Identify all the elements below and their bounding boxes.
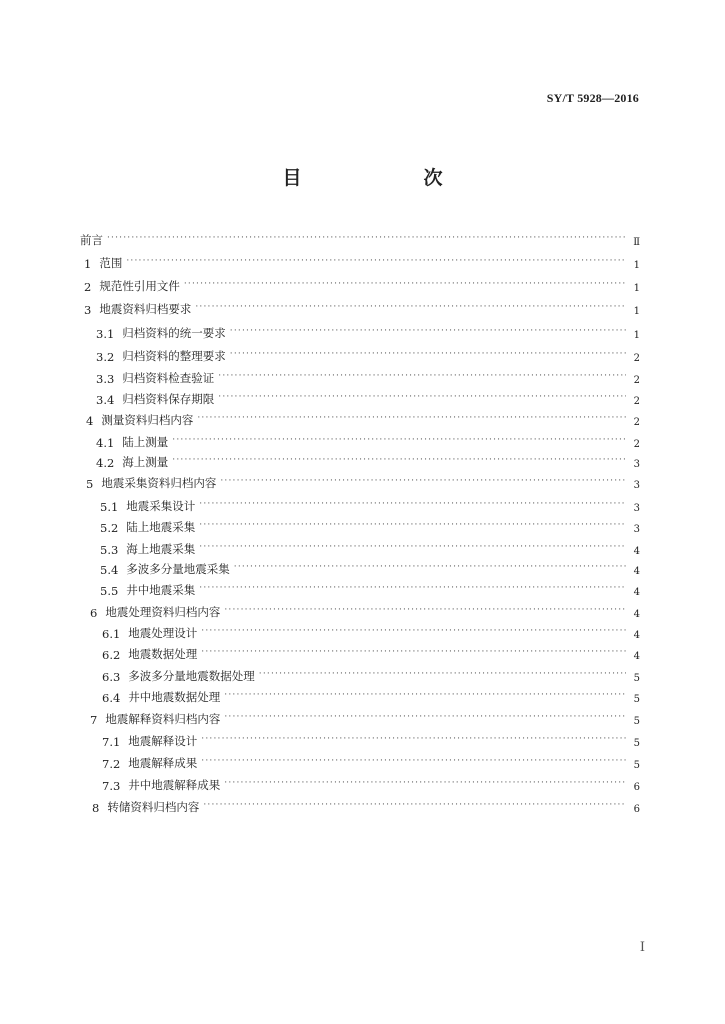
- toc-entry-number: 7.2: [102, 757, 121, 771]
- toc-entry[interactable]: [100, 494, 640, 514]
- toc-entry-number: 5.5: [100, 584, 119, 598]
- toc-entry-page: 5: [633, 738, 640, 749]
- toc-entry-number: 4.2: [96, 456, 115, 470]
- toc-leader-dots: [224, 707, 626, 727]
- toc-entry-page: 5: [633, 694, 640, 705]
- toc-entry-label: 地震资料归档要求: [99, 302, 192, 316]
- toc-entry-number: 5.4: [100, 563, 119, 577]
- toc-entry-number: 4: [86, 414, 94, 428]
- toc-entry-label: 地震解释资料归档内容: [105, 712, 221, 726]
- toc-leader-dots: [224, 773, 626, 793]
- toc-entry-number: 4.1: [96, 436, 115, 450]
- standard-code: SY/T 5928—2016: [546, 91, 639, 105]
- toc-leader-dots: [201, 621, 626, 641]
- toc-entry-page: 5: [633, 673, 640, 684]
- toc-leader-dots: [203, 795, 626, 815]
- toc-entry-label: 陆上地震采集: [126, 520, 196, 534]
- page-number: I: [639, 940, 645, 955]
- toc-entry-label: 地震处理设计: [128, 626, 198, 640]
- toc-entry-label: 转储资料归档内容: [107, 800, 200, 814]
- toc-entry-label: 地震采集设计: [126, 499, 196, 513]
- toc-entry[interactable]: [102, 621, 640, 641]
- toc-entry-page: 2: [633, 396, 640, 407]
- toc-leader-dots: [172, 450, 626, 470]
- toc-entry[interactable]: [84, 274, 640, 294]
- toc-entry-label: 归档资料检查验证: [122, 371, 215, 385]
- toc-entry-label: 测量资料归档内容: [101, 413, 194, 427]
- toc-entry-number: 7.3: [102, 779, 121, 793]
- toc-leader-dots: [201, 751, 626, 771]
- toc-entry-page: 4: [633, 630, 640, 641]
- toc-entry-number: 8: [92, 801, 100, 815]
- toc-entry-number: 1: [84, 257, 92, 271]
- toc-leader-dots: [172, 430, 626, 450]
- toc-entry-page: 3: [633, 480, 640, 491]
- toc-leader-dots: [201, 729, 626, 749]
- toc-entry-page: 1: [633, 283, 640, 294]
- toc-entry-label: 归档资料的统一要求: [122, 326, 226, 340]
- toc-leader-dots: [201, 642, 626, 662]
- toc-entry[interactable]: [102, 773, 640, 793]
- toc-entry-number: 5: [86, 477, 94, 491]
- toc-leader-dots: [197, 408, 626, 428]
- toc-entry-label: 归档资料保存期限: [122, 392, 215, 406]
- toc-entry-label: 井中地震解释成果: [128, 778, 221, 792]
- toc-entry-page: 4: [633, 566, 640, 577]
- toc-entry-page: 2: [633, 375, 640, 386]
- toc-entry-number: 6.1: [102, 627, 121, 641]
- toc-entry-label: 地震采集资料归档内容: [101, 476, 217, 490]
- toc-entry-label: 地震数据处理: [128, 647, 198, 661]
- toc-entry-label: 多波多分量地震数据处理: [128, 669, 255, 683]
- toc-entry[interactable]: [86, 471, 640, 491]
- toc-entry-page: 4: [633, 609, 640, 620]
- toc-leader-dots: [259, 664, 626, 684]
- toc-entry[interactable]: [96, 321, 640, 341]
- toc-entry-number: 5.1: [100, 500, 119, 514]
- toc-leader-dots: [218, 366, 626, 386]
- toc-entry-number: 6.3: [102, 670, 121, 684]
- toc-leader-dots: [218, 387, 626, 407]
- toc-entry-label: 井中地震采集: [126, 583, 196, 597]
- toc-entry-page: 6: [633, 782, 640, 793]
- toc-leader-dots: [184, 274, 626, 294]
- toc-entry-number: 3.2: [96, 350, 115, 364]
- toc-entry[interactable]: [102, 685, 640, 705]
- toc-entry-label: 归档资料的整理要求: [122, 349, 226, 363]
- toc-entry-number: 3: [84, 303, 92, 317]
- toc-entry-label: 海上地震采集: [126, 542, 196, 556]
- toc-leader-dots: [199, 494, 626, 514]
- toc-entry-page: 4: [633, 587, 640, 598]
- toc-entry-number: 6.4: [102, 691, 121, 705]
- toc-entry-label: 规范性引用文件: [99, 279, 180, 293]
- toc-entry-page: 5: [633, 760, 640, 771]
- toc-leader-dots: [224, 685, 626, 705]
- toc-leader-dots: [126, 251, 626, 271]
- toc-entry-number: 6: [90, 606, 98, 620]
- toc-entry[interactable]: [90, 707, 640, 727]
- toc-leader-dots: [230, 321, 626, 341]
- toc-entry-label: 前言: [80, 233, 103, 247]
- toc-entry-page: Ⅱ: [633, 237, 640, 248]
- toc-entry-number: 5.2: [100, 521, 119, 535]
- toc-entry-page: 2: [633, 439, 640, 450]
- toc-entry-label: 范围: [99, 256, 123, 270]
- toc-entry[interactable]: [102, 664, 640, 684]
- toc-leader-dots: [195, 297, 626, 317]
- toc-entry[interactable]: [86, 408, 640, 428]
- toc-entry[interactable]: [80, 228, 640, 248]
- toc-entry-page: 4: [633, 546, 640, 557]
- toc-entry-number: 5.3: [100, 543, 119, 557]
- toc-entry[interactable]: [102, 642, 640, 662]
- toc-leader-dots: [230, 344, 626, 364]
- toc-entry-number: 3.1: [96, 327, 115, 341]
- toc-leader-dots: [234, 557, 626, 577]
- toc-entry-page: 5: [633, 716, 640, 727]
- toc-entry[interactable]: [102, 751, 640, 771]
- toc-entry-label: 地震解释成果: [128, 756, 198, 770]
- toc-leader-dots: [199, 578, 626, 598]
- toc-entry-page: 3: [633, 524, 640, 535]
- toc-entry-number: 6.2: [102, 648, 121, 662]
- toc-entry-page: 2: [633, 353, 640, 364]
- toc-entry[interactable]: [84, 251, 640, 271]
- toc-entry-page: 1: [633, 260, 640, 271]
- toc-leader-dots: [199, 515, 626, 535]
- toc-entry-page: 2: [633, 417, 640, 428]
- toc-entry-label: 地震解释设计: [128, 734, 198, 748]
- toc-entry[interactable]: [96, 430, 640, 450]
- toc-entry[interactable]: [100, 515, 640, 535]
- toc-entry[interactable]: [96, 344, 640, 364]
- toc-entry-number: 7.1: [102, 735, 121, 749]
- toc-entry-label: 多波多分量地震采集: [126, 562, 230, 576]
- toc-entry-page: 3: [633, 503, 640, 514]
- toc-entry-number: 2: [84, 280, 92, 294]
- toc-entry[interactable]: [92, 795, 640, 815]
- toc-entry-label: 海上测量: [122, 455, 169, 469]
- toc-entry[interactable]: [96, 450, 640, 470]
- toc-entry-number: 3.3: [96, 372, 115, 386]
- toc-entry[interactable]: [100, 578, 640, 598]
- toc-entry-page: 6: [633, 804, 640, 815]
- page-title: 目 次: [282, 167, 471, 189]
- toc-entry[interactable]: [96, 387, 640, 407]
- toc-entry-label: 井中地震数据处理: [128, 690, 221, 704]
- toc-leader-dots: [199, 537, 626, 557]
- toc-entry-label: 陆上测量: [122, 435, 169, 449]
- toc-entry[interactable]: [90, 600, 640, 620]
- toc-entry-number: 3.4: [96, 393, 115, 407]
- toc-entry-number: 7: [90, 713, 98, 727]
- toc-leader-dots: [224, 600, 626, 620]
- toc-entry-page: 1: [633, 330, 640, 341]
- toc-entry[interactable]: [84, 297, 640, 317]
- toc-leader-dots: [107, 228, 626, 248]
- toc-entry-page: 3: [633, 459, 640, 470]
- toc-entry[interactable]: [100, 557, 640, 577]
- toc-entry[interactable]: [100, 537, 640, 557]
- toc-leader-dots: [220, 471, 626, 491]
- toc-entry-page: 1: [633, 306, 640, 317]
- toc-entry[interactable]: [102, 729, 640, 749]
- toc-entry[interactable]: [96, 366, 640, 386]
- toc-entry-label: 地震处理资料归档内容: [105, 605, 221, 619]
- toc-entry-page: 4: [633, 651, 640, 662]
